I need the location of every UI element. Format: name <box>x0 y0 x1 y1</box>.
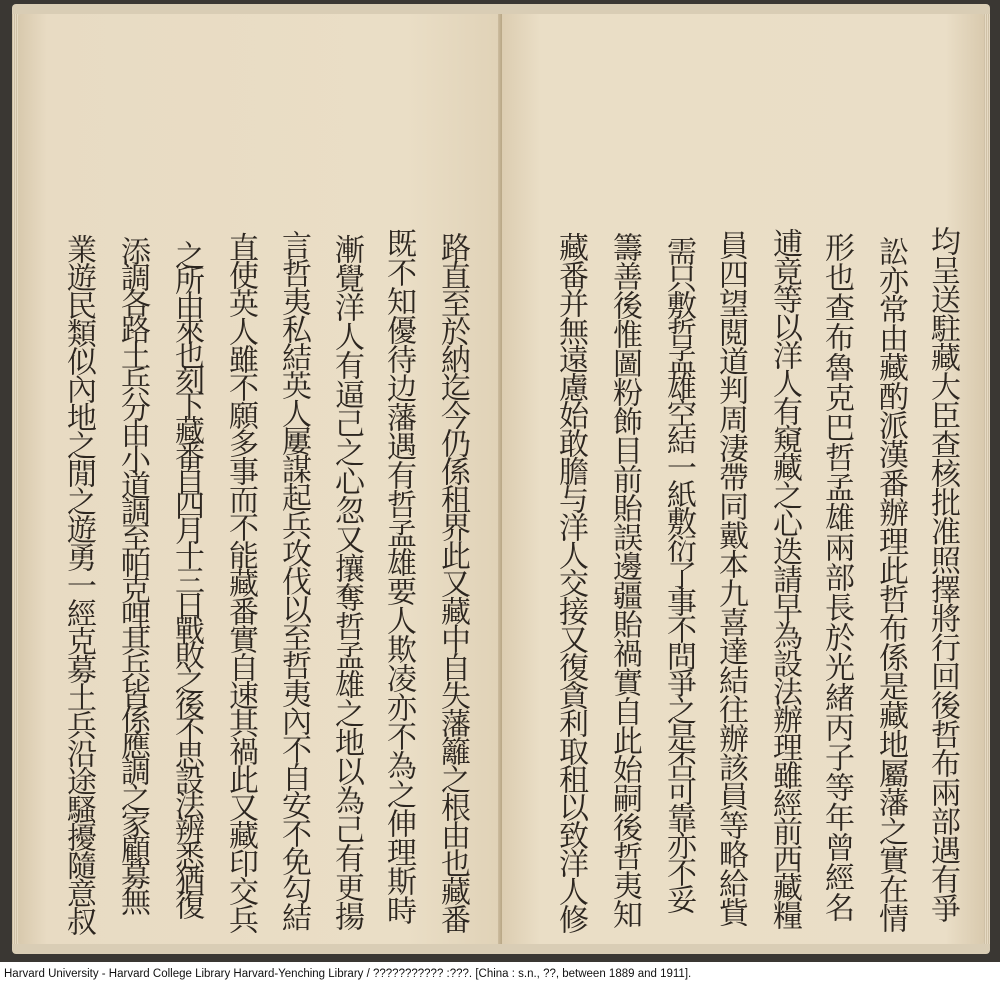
text-column-11: 漸覺洋人有逼己之心忽又攘奪哲孟雄之地以為己有更揚 <box>329 234 364 930</box>
text-column-13: 直使英人雖不願多事而不能藏番實自速其禍此又藏印交兵 <box>223 232 258 932</box>
text-column-8: 藏番并無遠慮始敢膽与洋人交接又復貪利取租以致洋人修 <box>553 232 588 932</box>
text-column-7: 籌善後惟圖粉飾目前貽誤邊疆貽禍實自此始嗣後哲夷知 <box>607 232 642 928</box>
text-column-6: 需只敷哲孟雄空結一紙敷衍了事不問爭之是否可靠亦不妥 <box>661 236 696 911</box>
text-column-3: 形也查布魯克巴哲孟雄兩部長於光緒丙子等年曾經名 <box>819 232 854 922</box>
text-column-5: 員四望閲道判周淒帶同戴本九喜達結往辦該員等略給貲 <box>713 230 748 926</box>
text-column-12: 言哲夷私結英人屢謀起兵攻伐以至哲夷內不自安不免勾結 <box>276 230 311 930</box>
text-column-14: 之所由來也刻下藏番自四月十三日戰敗之後不思設法辨悉猶復 <box>169 240 204 915</box>
text-column-16: 業遊民類似內地之閒之遊勇一經克募土兵沿途騷擾隨意叔 <box>61 234 96 934</box>
text-column-9: 路直至於納迄今仍係租界此又藏中自失藩籬之根由也藏番 <box>435 232 470 932</box>
text-column-10: 既不知優待边藩遇有哲孟雄要人欺凌亦不為之伸理斯時 <box>381 228 416 924</box>
book <box>12 4 990 954</box>
left-page <box>18 14 502 944</box>
text-column-15: 添調各路土兵分由小道調至帕克哩其兵皆係應調之家顧募無 <box>115 236 150 912</box>
right-page-edge <box>984 14 990 944</box>
citation-footer: Harvard University - Harvard College Library Harvard-Yenching Library / ??????????? :???. [China : s.n., ??, between 1889 and 1911]. <box>4 968 692 980</box>
text-column-4: 逋竟等以洋人有窺藏之心迭請早為設法辦理雖經前西藏糧 <box>767 228 802 928</box>
text-column-2: 訟亦常由藏酌派漢番辦理此哲布係是藏地屬藩之實在情 <box>873 236 908 932</box>
text-column-1: 均呈送駐藏大臣查核批准照擇將行回後哲布兩部遇有爭 <box>925 226 960 922</box>
right-page <box>502 14 984 944</box>
